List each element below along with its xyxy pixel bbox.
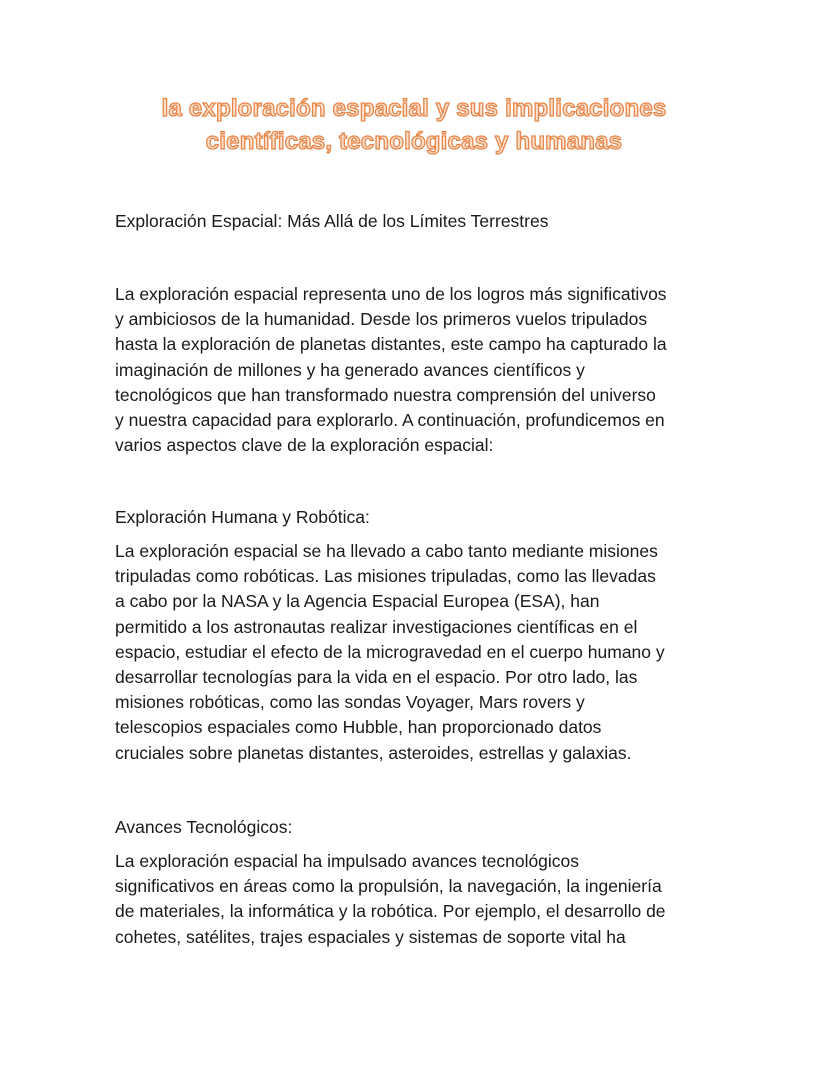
section-paragraph-human-robotic [115, 539, 735, 766]
paragraph-line: telescopios espaciales como Hubble, han proporcionado datos [115, 717, 602, 738]
paragraph-line: de materiales, la informática y la robótica. Por ejemplo, el desarrollo de [115, 901, 666, 922]
title-line-1: la exploración espacial y sus implicaciones [161, 95, 667, 122]
section-heading-tech-advances: Avances Tecnológicos: [115, 817, 293, 837]
paragraph-line: imaginación de millones y ha generado avances científicos y [115, 359, 585, 380]
paragraph-line: espacio, estudiar el efecto de la microgravedad en el cuerpo humano y [115, 641, 665, 662]
title-line-2: científicas, tecnológicas y humanas [205, 128, 623, 155]
paragraph-line: cohetes, satélites, trajes espaciales y sistemas de soporte vital ha [115, 926, 626, 947]
paragraph-line: permitido a los astronautas realizar investigaciones científicas en el [115, 616, 638, 637]
paragraph-line: desarrollar tecnologías para la vida en el espacio. Por otro lado, las [115, 667, 638, 688]
paragraph-line: y nuestra capacidad para explorarlo. A continuación, profundicemos en [115, 410, 665, 431]
paragraph-line: La exploración espacial ha impulsado avances tecnológicos [115, 851, 580, 871]
paragraph-line: tecnológicos que han transformado nuestra comprensión del universo [115, 384, 656, 405]
document-subtitle: Exploración Espacial: Más Allá de los Límites Terrestres [115, 211, 549, 231]
paragraph-line: tripuladas como robóticas. Las misiones tripuladas, como las llevadas [115, 566, 656, 587]
paragraph-line: significativos en áreas como la propulsión, la navegación, la ingeniería [115, 876, 662, 897]
section-heading-human-robotic: Exploración Humana y Robótica: [115, 507, 370, 527]
paragraph-line: cruciales sobre planetas distantes, asteroides, estrellas y galaxias. [115, 742, 632, 763]
paragraph-line: misiones robóticas, como las sondas Voyager, Mars rovers y [115, 692, 585, 713]
paragraph-line: La exploración espacial se ha llevado a cabo tanto mediante misiones [115, 541, 658, 561]
paragraph-line: a cabo por la NASA y la Agencia Espacial Europea (ESA), han [115, 591, 600, 612]
paragraph-line: y ambiciosos de la humanidad. Desde los primeros vuelos tripulados [115, 309, 648, 330]
section-paragraph-tech-advances [115, 849, 735, 950]
paragraph-line: varios aspectos clave de la exploración espacial: [115, 435, 494, 456]
paragraph-line: La exploración espacial representa uno de los logros más significativos [115, 284, 667, 304]
document-title [0, 92, 828, 158]
paragraph-line: hasta la exploración de planetas distantes, este campo ha capturado la [115, 334, 667, 355]
intro-paragraph [115, 282, 735, 458]
